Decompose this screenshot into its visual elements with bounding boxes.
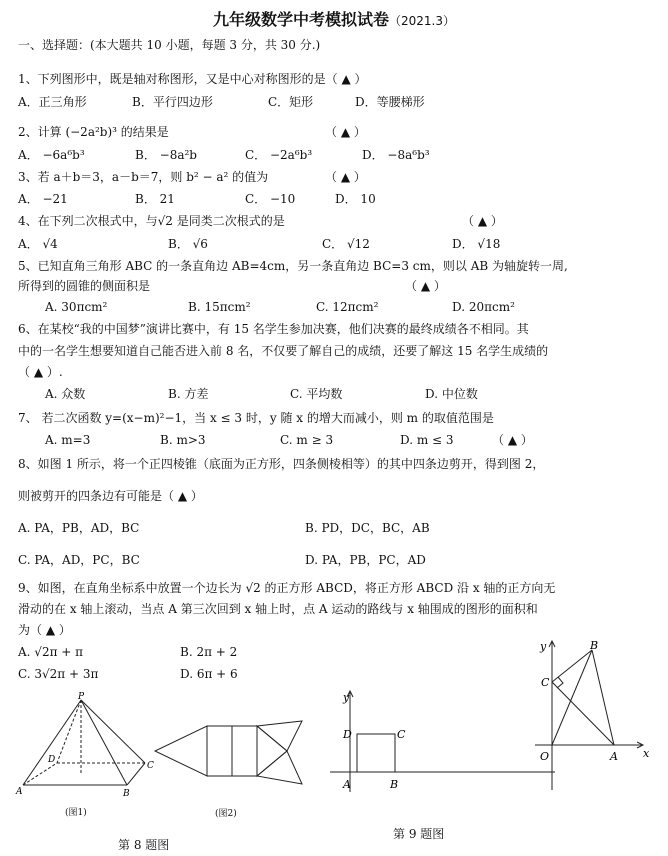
- q6-option-b: B. 方差: [168, 387, 209, 401]
- q9-option-a: A. √2π + π: [18, 645, 84, 659]
- q9-figure-caption: 第 9 题图: [393, 827, 445, 841]
- q1-option-b: B．平行四边形: [132, 95, 213, 109]
- q1-option-c: C．矩形: [268, 95, 314, 109]
- coord-label-b: B: [590, 639, 599, 652]
- q4-option-d: D． √18: [452, 237, 501, 251]
- q4-option-a: A． √4: [18, 237, 58, 251]
- q5-stem-line1: 5、已知直角三角形 ABC 的一条直角边 AB=4cm，另一条直角边 BC=3 cm，则以 AB 为轴旋转一周,: [18, 259, 568, 273]
- q9-option-d: D. 6π + 6: [180, 667, 238, 681]
- q2-option-d: D． −8a⁶b³: [362, 148, 430, 162]
- segment-ab: [592, 650, 614, 745]
- edge-ad: [23, 763, 57, 785]
- edge-pd: [57, 700, 81, 763]
- label-d: D: [48, 755, 56, 765]
- fig1-caption: (图1): [65, 808, 87, 818]
- q9-stem-line1: 9、如图，在直角坐标系中放置一个边长为 √2 的正方形 ABCD，将正方形 ABCD 沿 x 轴的正方向无: [18, 581, 556, 595]
- sq-label-a: A: [343, 778, 351, 791]
- title-year: （2021.3）: [389, 14, 455, 28]
- q6-stem-line1: 6、在某校“我的中国梦”演讲比赛中，有 15 名学生参加决赛，他们决赛的最终成绩各不相同。其: [18, 322, 529, 336]
- q1-option-d: D．等腰梯形: [355, 95, 425, 109]
- q2-option-b: B． −8a²b: [135, 148, 197, 162]
- q7-option-b: B. m>3: [160, 433, 206, 447]
- net-triangle-bottom: [257, 751, 302, 784]
- segment-ca: [552, 682, 614, 745]
- q5-stem-line2: 所得到的圆锥的侧面积是: [18, 279, 151, 293]
- segment-ob: [552, 650, 592, 745]
- pyramid-figure: [15, 690, 165, 808]
- q8-option-c: C. PA，AD，PC，BC: [18, 553, 140, 567]
- q7-stem: 7、 若二次函数 y=(x−m)²−1，当 x ≤ 3 时，y 随 x 的增大而减小，则 m 的取值范围是: [18, 411, 494, 425]
- net-triangle-right: [257, 726, 287, 776]
- q6-option-c: C. 平均数: [290, 387, 343, 401]
- page-title: [0, 7, 668, 30]
- q3-option-a: A． −21: [18, 192, 68, 206]
- q4-option-b: B． √6: [168, 237, 208, 251]
- q8-option-b: B. PD，DC，BC，AB: [305, 521, 430, 535]
- q6-stem-line3: （ ▲ ）.: [18, 365, 63, 379]
- q6-option-d: D. 中位数: [425, 387, 478, 401]
- fig2-caption: (图2): [215, 809, 237, 819]
- title-text: 九年级数学中考模拟试卷: [212, 10, 389, 29]
- q7-option-c: C. m ≥ 3: [280, 433, 334, 447]
- q4-stem: 4、在下列二次根式中，与√2 是同类二次根式的是: [18, 214, 285, 228]
- coord-label-c: C: [541, 676, 550, 689]
- edge-pc: [81, 700, 145, 763]
- q4-option-c: C． √12: [322, 237, 370, 251]
- q5-option-b: B. 15πcm²: [188, 300, 251, 314]
- coord-label-o: O: [540, 750, 550, 763]
- q2-stem: 2、计算 (−2a²b)³ 的结果是: [18, 125, 169, 139]
- right-angle-mark: [557, 677, 563, 688]
- label-c: C: [147, 761, 154, 771]
- q6-stem-line2: 中的一名学生想要知道自己能否进入前 8 名，不仅要了解自己的成绩，还要了解这 15 名学生成绩的: [18, 344, 549, 358]
- q9-stem-line3: 为（ ▲ ）: [18, 623, 71, 637]
- square-axes-figure: [330, 688, 560, 800]
- label-a: A: [16, 787, 23, 797]
- q5-option-c: C. 12πcm²: [316, 300, 379, 314]
- q2-option-c: C． −2a⁶b³: [245, 148, 313, 162]
- q8-option-a: A. PA，PB，AD，BC: [18, 521, 140, 535]
- q3-answer-mark: （ ▲ ）: [325, 170, 366, 184]
- q7-option-a: A. m=3: [45, 433, 91, 447]
- q9-option-c: C. 3√2π + 3π: [18, 667, 99, 681]
- q5-answer-mark: （ ▲ ）: [405, 279, 446, 293]
- section-heading: 一、选择题：(本大题共 10 小题，每题 3 分，共 30 分.): [18, 38, 321, 52]
- q3-stem: 3、若 a＋b＝3，a－b＝7，则 b² − a² 的值为: [18, 170, 269, 184]
- coord-label-a: A: [610, 750, 618, 763]
- coord-label-y: y: [540, 640, 547, 653]
- net-triangle-left: [155, 726, 207, 776]
- axis-label-y: y: [343, 691, 350, 704]
- q5-option-a: A. 30πcm²: [45, 300, 108, 314]
- q3-option-b: B． 21: [135, 192, 175, 206]
- q4-answer-mark: （ ▲ ）: [462, 214, 503, 228]
- q3-option-c: C． −10: [245, 192, 296, 206]
- q5-option-d: D. 20πcm²: [452, 300, 515, 314]
- sq-label-c: C: [397, 728, 406, 741]
- q3-option-d: D． 10: [335, 192, 376, 206]
- edge-pa: [23, 700, 81, 785]
- label-b: B: [123, 789, 130, 799]
- q7-answer-mark: （ ▲ ）: [492, 433, 533, 447]
- q8-stem-line1: 8、如图 1 所示，将一个正四棱锥（底面为正方形，四条侧棱相等）的其中四条边剪开，得到图 2，: [18, 457, 545, 471]
- sq-label-b: B: [390, 778, 399, 791]
- q1-option-a: A．正三角形: [18, 95, 87, 109]
- coord-label-x: x: [643, 747, 650, 760]
- label-p: P: [78, 692, 85, 702]
- q2-option-a: A． −6a⁶b³: [18, 148, 85, 162]
- pyramid-net-figure: [152, 706, 312, 798]
- square-abcd: [357, 734, 395, 772]
- q8-stem-line2: 则被剪开的四条边有可能是（ ▲ ）: [18, 489, 203, 503]
- q8-figure-caption: 第 8 题图: [118, 838, 170, 852]
- q6-option-a: A. 众数: [45, 387, 86, 401]
- sq-label-d: D: [343, 728, 352, 741]
- q7-option-d: D. m ≤ 3: [400, 433, 454, 447]
- coordinate-figure: [530, 636, 660, 796]
- q9-stem-line2: 滑动的在 x 轴上滚动，当点 A 第三次回到 x 轴上时，点 A 运动的路线与 x 轴围成的图形的面积和: [18, 602, 538, 616]
- q1-stem: 1、下列图形中，既是轴对称图形，又是中心对称图形的是（ ▲ ）: [18, 72, 367, 86]
- edge-pb: [81, 700, 127, 785]
- q8-option-d: D. PA，PB，PC，AD: [305, 553, 426, 567]
- q2-answer-mark: （ ▲ ）: [325, 125, 366, 139]
- q9-option-b: B. 2π + 2: [180, 645, 238, 659]
- edge-bc: [127, 763, 145, 785]
- net-triangle-top: [257, 721, 302, 751]
